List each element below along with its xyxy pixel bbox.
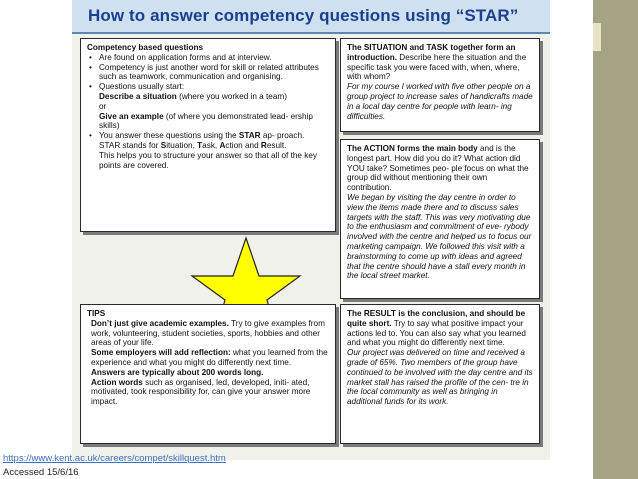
competency-heading: Competency based questions [87,43,204,52]
accessed-date: Accessed 15/6/16 [3,467,79,478]
situation-box: The SITUATION and TASK together form an introduction. Describe here the situation and the specific task you were faced with, when, where, with whom? For my course I worked with five other people on a group project to increase sales of handicrafts made in a local day centre for people with learn- ing difficulties. [340,38,540,132]
sidebar-accent [593,23,601,51]
result-example: Our project was delivered on time and received a grade of 65%. Two members of the group have continued to be involved with the day centre and its market stall has raised the profile of the cen- tre in the local community as well as bringing in additional funds for its work. [347,348,533,407]
star-poster [72,0,550,460]
tip-3: Answers are typically about 200 words long. [91,367,264,377]
tips-heading: TIPS [87,309,106,318]
competency-list [87,53,329,171]
tips-box [80,304,336,444]
action-box: The ACTION forms the main body and is the longest part. How did you do it? What action did YOU take? Sometimes peo- ple focus on what the group did without mentioning their own contribution. We began by visiting the day centre in order to view the items made there and to discuss sales targets with the staff. This was very motivating due to the enthusiasm and commitment of eve- rybody involved with the centre and helped us to focus our marketing campaign. We followed this visit with a brainstorming to come up with ideas and agreed that the centre should have a stall every month in the local street market. [340,139,540,299]
tip-2: Some employers will add reflection: what you learned from the experience and what you might do differently next time. [91,348,328,367]
list-item: • Competency is just another word for skill or related attributes such as teamwork, communication and organising. [99,63,329,83]
page-title: How to answer competency questions using “STAR” [88,6,519,25]
source-link[interactable]: https://www.kent.ac.uk/careers/compet/skillquest.htm [3,453,226,464]
list-item: • You answer these questions using the STAR ap- proach. STAR stands for Situation, Task, Action and Result. This helps you to structure your answer so that all of the key points are covered. [99,131,329,170]
list-item: • Questions usually start: Describe a situation (where you worked in a team) or Give an example (of where you demonstrated lead- ership skills) [99,82,329,131]
list-item: • Are found on application forms and at interview. [99,53,329,63]
situation-heading: The SITUATION and TASK together form an introduction. [347,43,516,62]
title-bar [72,0,550,34]
result-heading: The RESULT is the conclusion, and should be quite short. [347,309,526,328]
tip-4: Action words such as organised, led, developed, initi- ated, motivated, took responsibility for, can give your answer more impact. [91,377,311,407]
result-box: The RESULT is the conclusion, and should be quite short. Try to say what positive impact your actions led to. You can also say what you learned and what you might do differently next time. Our project was delivered on time and received a grade of 65%. Two members of the group have continued to be involved with the day centre and its market stall has raised the profile of the cen- tre in the local community as well as bringing in additional funds for its work. [340,304,540,444]
action-heading: The ACTION forms the main body [347,144,478,153]
action-example: We began by visiting the day centre in order to view the items made there and to discuss sales targets with the staff. This was very motivating due to the enthusiasm and commitment of eve- rybody involved with the centre and helped us to focus our marketing campaign. We followed this visit with a brainstorming to come up with ideas and agreed that the centre should have a stall every month in the local street market. [347,192,532,281]
competency-box [80,38,336,232]
tip-1: Don’t just give academic examples. Try to give examples from work, volunteering, student societies, sports, hobbies and other areas of your life. [91,318,325,348]
sidebar-panel [593,0,638,479]
situation-example: For my course I worked with five other people on a group project to increase sales of handicrafts made in a local day centre for people with learn- ing difficulties. [347,82,533,121]
